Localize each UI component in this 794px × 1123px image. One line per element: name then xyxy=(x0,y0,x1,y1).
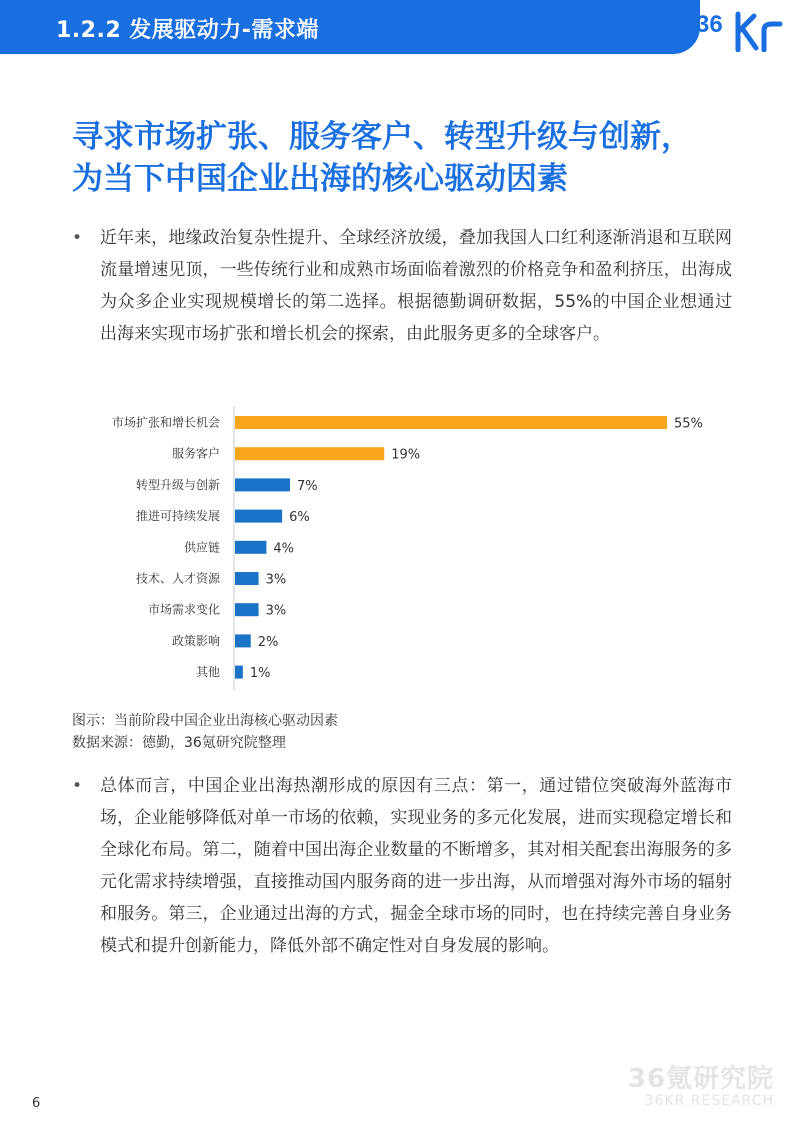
value-label: 19% xyxy=(391,447,421,463)
category-label: 政策影响 xyxy=(171,633,220,648)
headline xyxy=(72,116,752,200)
headline-line-2: 为当下中国企业出海的核心驱动因素 xyxy=(72,161,568,197)
bar xyxy=(235,666,243,679)
value-label: 4% xyxy=(273,541,295,557)
bullet-marker: • xyxy=(72,228,83,248)
paragraph-2 xyxy=(72,770,732,962)
value-label: 6% xyxy=(289,510,310,526)
watermark xyxy=(628,1058,774,1109)
category-label: 服务客户 xyxy=(171,446,220,461)
value-label: 3% xyxy=(265,572,287,588)
value-label: 55% xyxy=(674,416,703,432)
value-label: 2% xyxy=(257,634,279,650)
bar xyxy=(235,447,384,460)
value-label: 1% xyxy=(249,666,271,682)
driver-bar-chart xyxy=(60,404,760,694)
paragraph-1-text: 近年来，地缘政治复杂性提升、全球经济放缓，叠加我国人口红利逐渐消退和互联网流量增速见顶，一些传统行业和成熟市场面临着激烈的价格竞争和盈利挤压，出海成为众多企业实现规模增长的第二选择。根据德勤调研数据，55%的中国企业想通过出海来实现市场扩张和增长机会的探索，由此服务更多的全球客户。 xyxy=(100,228,732,344)
value-label: 7% xyxy=(296,478,318,494)
data-source: 数据来源：德勤，36氪研究院整理 xyxy=(72,735,286,751)
36kr-logo xyxy=(694,6,790,52)
bar xyxy=(235,634,251,647)
paragraph-2-text: 总体而言，中国企业出海热潮形成的原因有三点：第一，通过错位突破海外蓝海市场，企业能够降低对单一市场的依赖，实现业务的多元化发展，进而实现稳定增长和全球化布局。第二，随着中国出海企业数量的不断增多，其对相关配套出海服务的多元化需求持续增强，直接推动国内服务商的进一步出海，从而增强对海外市场的辐射和服务。第三，企业通过出海的方式，掘金全球市场的同时，也在持续完善自身业务模式和提升创新能力，降低外部不确定性对自身发展的影响。 xyxy=(100,776,732,956)
watermark-subtitle: 36KR RESEARCH xyxy=(644,1093,774,1109)
bar xyxy=(235,541,266,554)
watermark-title: 36氪研究院 xyxy=(627,1064,774,1094)
bar xyxy=(235,510,282,523)
headline-line-1: 寻求市场扩张、服务客户、转型升级与创新， xyxy=(72,119,692,155)
figure-caption: 图示：当前阶段中国企业出海核心驱动因素 xyxy=(72,713,338,729)
category-label: 供应链 xyxy=(183,540,220,555)
chart-caption xyxy=(72,710,338,754)
value-label: 3% xyxy=(265,603,287,619)
bullet-marker: • xyxy=(72,776,83,796)
bar xyxy=(235,416,667,429)
page-number: 6 xyxy=(32,1096,41,1111)
paragraph-1 xyxy=(72,222,732,350)
category-label: 市场扩张和增长机会 xyxy=(111,415,220,430)
section-title: 1.2.2 发展驱动力-需求端 xyxy=(56,18,319,43)
header-bar xyxy=(0,0,700,54)
category-label: 其他 xyxy=(195,665,220,680)
category-label: 转型升级与创新 xyxy=(135,477,220,492)
category-label: 推进可持续发展 xyxy=(135,509,220,524)
bar xyxy=(235,478,290,491)
bar xyxy=(235,603,259,616)
category-label: 技术、人才资源 xyxy=(135,571,220,586)
bar xyxy=(235,572,259,585)
category-label: 市场需求变化 xyxy=(147,602,220,617)
svg-text:36: 36 xyxy=(696,11,723,38)
